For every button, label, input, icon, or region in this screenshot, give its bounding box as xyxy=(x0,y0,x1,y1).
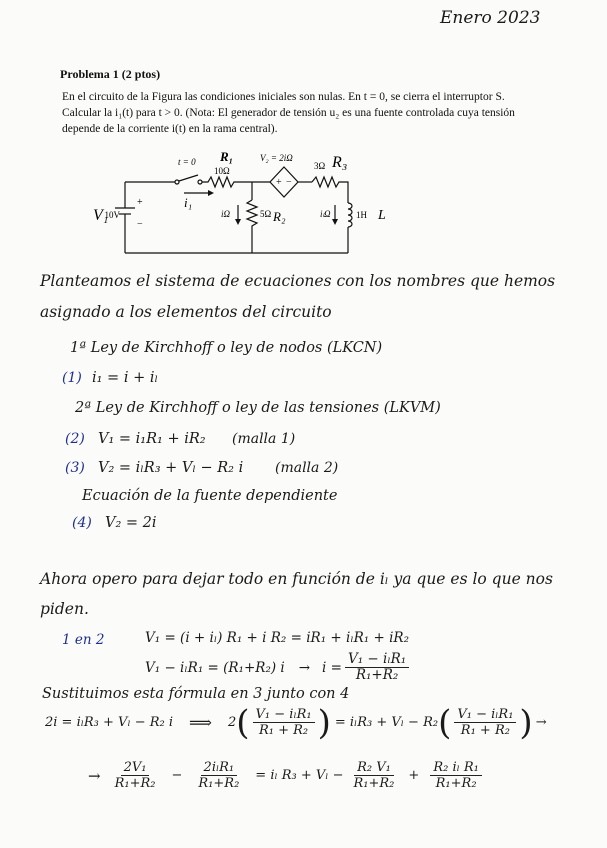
kvl-title: 2ª Ley de Kirchhoff o ley de las tensiones (LKVM) xyxy=(75,400,441,416)
substitute-line: Sustituimos esta fórmula en 3 junto con 4 xyxy=(42,686,350,702)
problem-line-2: Calcular la i₁(t) para t > 0. (Nota: El generador de tensión u₂ es una fuente controlada cuya tensión xyxy=(62,107,515,119)
eq5-denominator: R₁ + R₂ xyxy=(258,723,309,738)
now-line-1: Ahora opero para dejar todo en función de iₗ ya que es lo que nos xyxy=(40,570,553,588)
eq4: V₂ = 2i xyxy=(105,515,157,531)
svg-text:−: − xyxy=(286,177,292,188)
step-c-fraction xyxy=(345,652,409,683)
eq6-mid: = iₗ R₃ + Vₗ − xyxy=(255,768,344,783)
now-line-2: piden. xyxy=(40,600,89,618)
r2-label: R₂ xyxy=(273,209,286,224)
svg-text:+: + xyxy=(276,177,282,188)
eq6-fraction-a xyxy=(112,760,159,791)
il-label: iₗΩ xyxy=(320,209,331,219)
eq6-arrow: → xyxy=(88,766,101,785)
problem-line-1: En el circuito de la Figura las condiciones iniciales son nulas. En t = 0, se cierra el interruptor S. xyxy=(62,91,505,103)
eq6-d-numerator: R₂ iₗ R₁ xyxy=(430,760,482,776)
r1-label: R₁ xyxy=(220,149,234,164)
kcl-title: 1ª Ley de Kirchhoff o ley de nodos (LKCN) xyxy=(70,340,383,356)
eq5-two: 2 xyxy=(227,715,237,730)
i-label: iΩ xyxy=(221,209,231,219)
eq2-note: (malla 1) xyxy=(232,431,296,447)
step-b-arrow: → xyxy=(298,659,311,676)
eq6-minus: − xyxy=(171,768,183,783)
eq5-numerator-2: V₁ − iₗR₁ xyxy=(454,707,516,723)
eq5-row: 2i = iₗR₃ + Vₗ − R₂ i ⟹ 2 ( $\frac{\text{V₁ − iₗR₁}}{\text{R₁ + R₂}}$ ) = iₗR₃ + Vₗ − R₂ ( $\frac{\text{V₁ − iₗR₁}}{\text{R₁ + R₂}}$ ) → xyxy=(45,702,547,743)
eq1: i₁ = i + iₗ xyxy=(92,370,158,386)
intro-line-2: asignado a los elementos del circuito xyxy=(40,303,332,321)
plus-sign: + xyxy=(137,197,143,208)
eq6-b-numerator: 2iₗR₁ xyxy=(201,760,238,776)
step-c-numerator: V₁ − iₗR₁ xyxy=(345,652,409,668)
source-label: V₂ = 2iΩ xyxy=(260,153,293,163)
r2-value: 5Ω xyxy=(260,209,272,219)
switch-label: t = 0 xyxy=(178,157,196,167)
eq6-a-numerator: 2V₁ xyxy=(121,760,150,776)
eq5-numerator: V₁ − iₗR₁ xyxy=(253,707,315,723)
l-value: 1H xyxy=(356,210,367,220)
minus-sign: − xyxy=(137,219,143,230)
eq6-fraction-c xyxy=(351,760,398,791)
eq6-c-numerator: R₂ V₁ xyxy=(354,760,394,776)
step-a: V₁ = (i + iₗ) R₁ + i R₂ = iR₁ + iₗR₁ + iR₂ xyxy=(145,630,409,646)
eq5-lhs: 2i = iₗR₃ + Vₗ − R₂ i xyxy=(45,715,174,730)
intro-line-1: Planteamos el sistema de ecuaciones con los nombres que hemos xyxy=(40,272,556,290)
eq6-a-denominator: R₁+R₂ xyxy=(114,776,156,791)
eq5-arrow: → xyxy=(535,715,547,730)
l-label: L xyxy=(378,208,386,223)
v1-value: 10V xyxy=(104,210,120,220)
step-c-lhs: i = xyxy=(322,659,342,676)
step-tag: 1 en 2 xyxy=(62,632,105,648)
eq5-implies: ⟹ xyxy=(189,713,212,732)
r1-value: 10Ω xyxy=(214,166,230,176)
eq2: V₁ = i₁R₁ + iR₂ xyxy=(98,431,206,447)
dependent-source-title: Ecuación de la fuente dependiente xyxy=(82,488,338,504)
header-date: Enero 2023 xyxy=(440,8,541,28)
eq6-row xyxy=(88,760,485,791)
eq3: V₂ = iₗR₃ + Vₗ − R₂ i xyxy=(98,460,244,476)
step-c-denominator: R₁+R₂ xyxy=(355,667,399,683)
eq2-tag: (2) xyxy=(65,431,85,447)
eq5-fraction-2 xyxy=(454,707,516,738)
eq3-note: (malla 2) xyxy=(275,460,339,476)
r3-label: R₃ xyxy=(332,154,348,171)
eq6-fraction-b xyxy=(195,760,242,791)
eq5-mid: = iₗR₃ + Vₗ − R₂ xyxy=(334,715,439,730)
eq1-tag: (1) xyxy=(62,370,82,386)
circuit-diagram xyxy=(80,145,400,265)
eq6-fraction-d xyxy=(430,760,482,791)
eq6-c-denominator: R₁+R₂ xyxy=(353,776,395,791)
i1-label: i₁ xyxy=(184,195,193,210)
problem-title: Problema 1 (2 ptos) xyxy=(60,67,161,81)
eq5-fraction xyxy=(253,707,315,738)
v1-label: V₁ xyxy=(93,207,109,224)
eq4-tag: (4) xyxy=(72,515,92,531)
eq5-denominator-2: R₁ + R₂ xyxy=(460,723,510,738)
eq6-plus: + xyxy=(408,768,420,783)
step-b: V₁ − iₗR₁ = (R₁+R₂) i xyxy=(145,659,285,676)
eq6-b-denominator: R₁+R₂ xyxy=(198,776,240,791)
step-b-row xyxy=(145,652,412,683)
eq6-d-denominator: R₁+R₂ xyxy=(435,776,477,791)
problem-line-3: depende de la corriente i(t) en la rama central). xyxy=(62,123,278,135)
eq3-tag: (3) xyxy=(65,460,85,476)
r3-value: 3Ω xyxy=(314,161,326,171)
